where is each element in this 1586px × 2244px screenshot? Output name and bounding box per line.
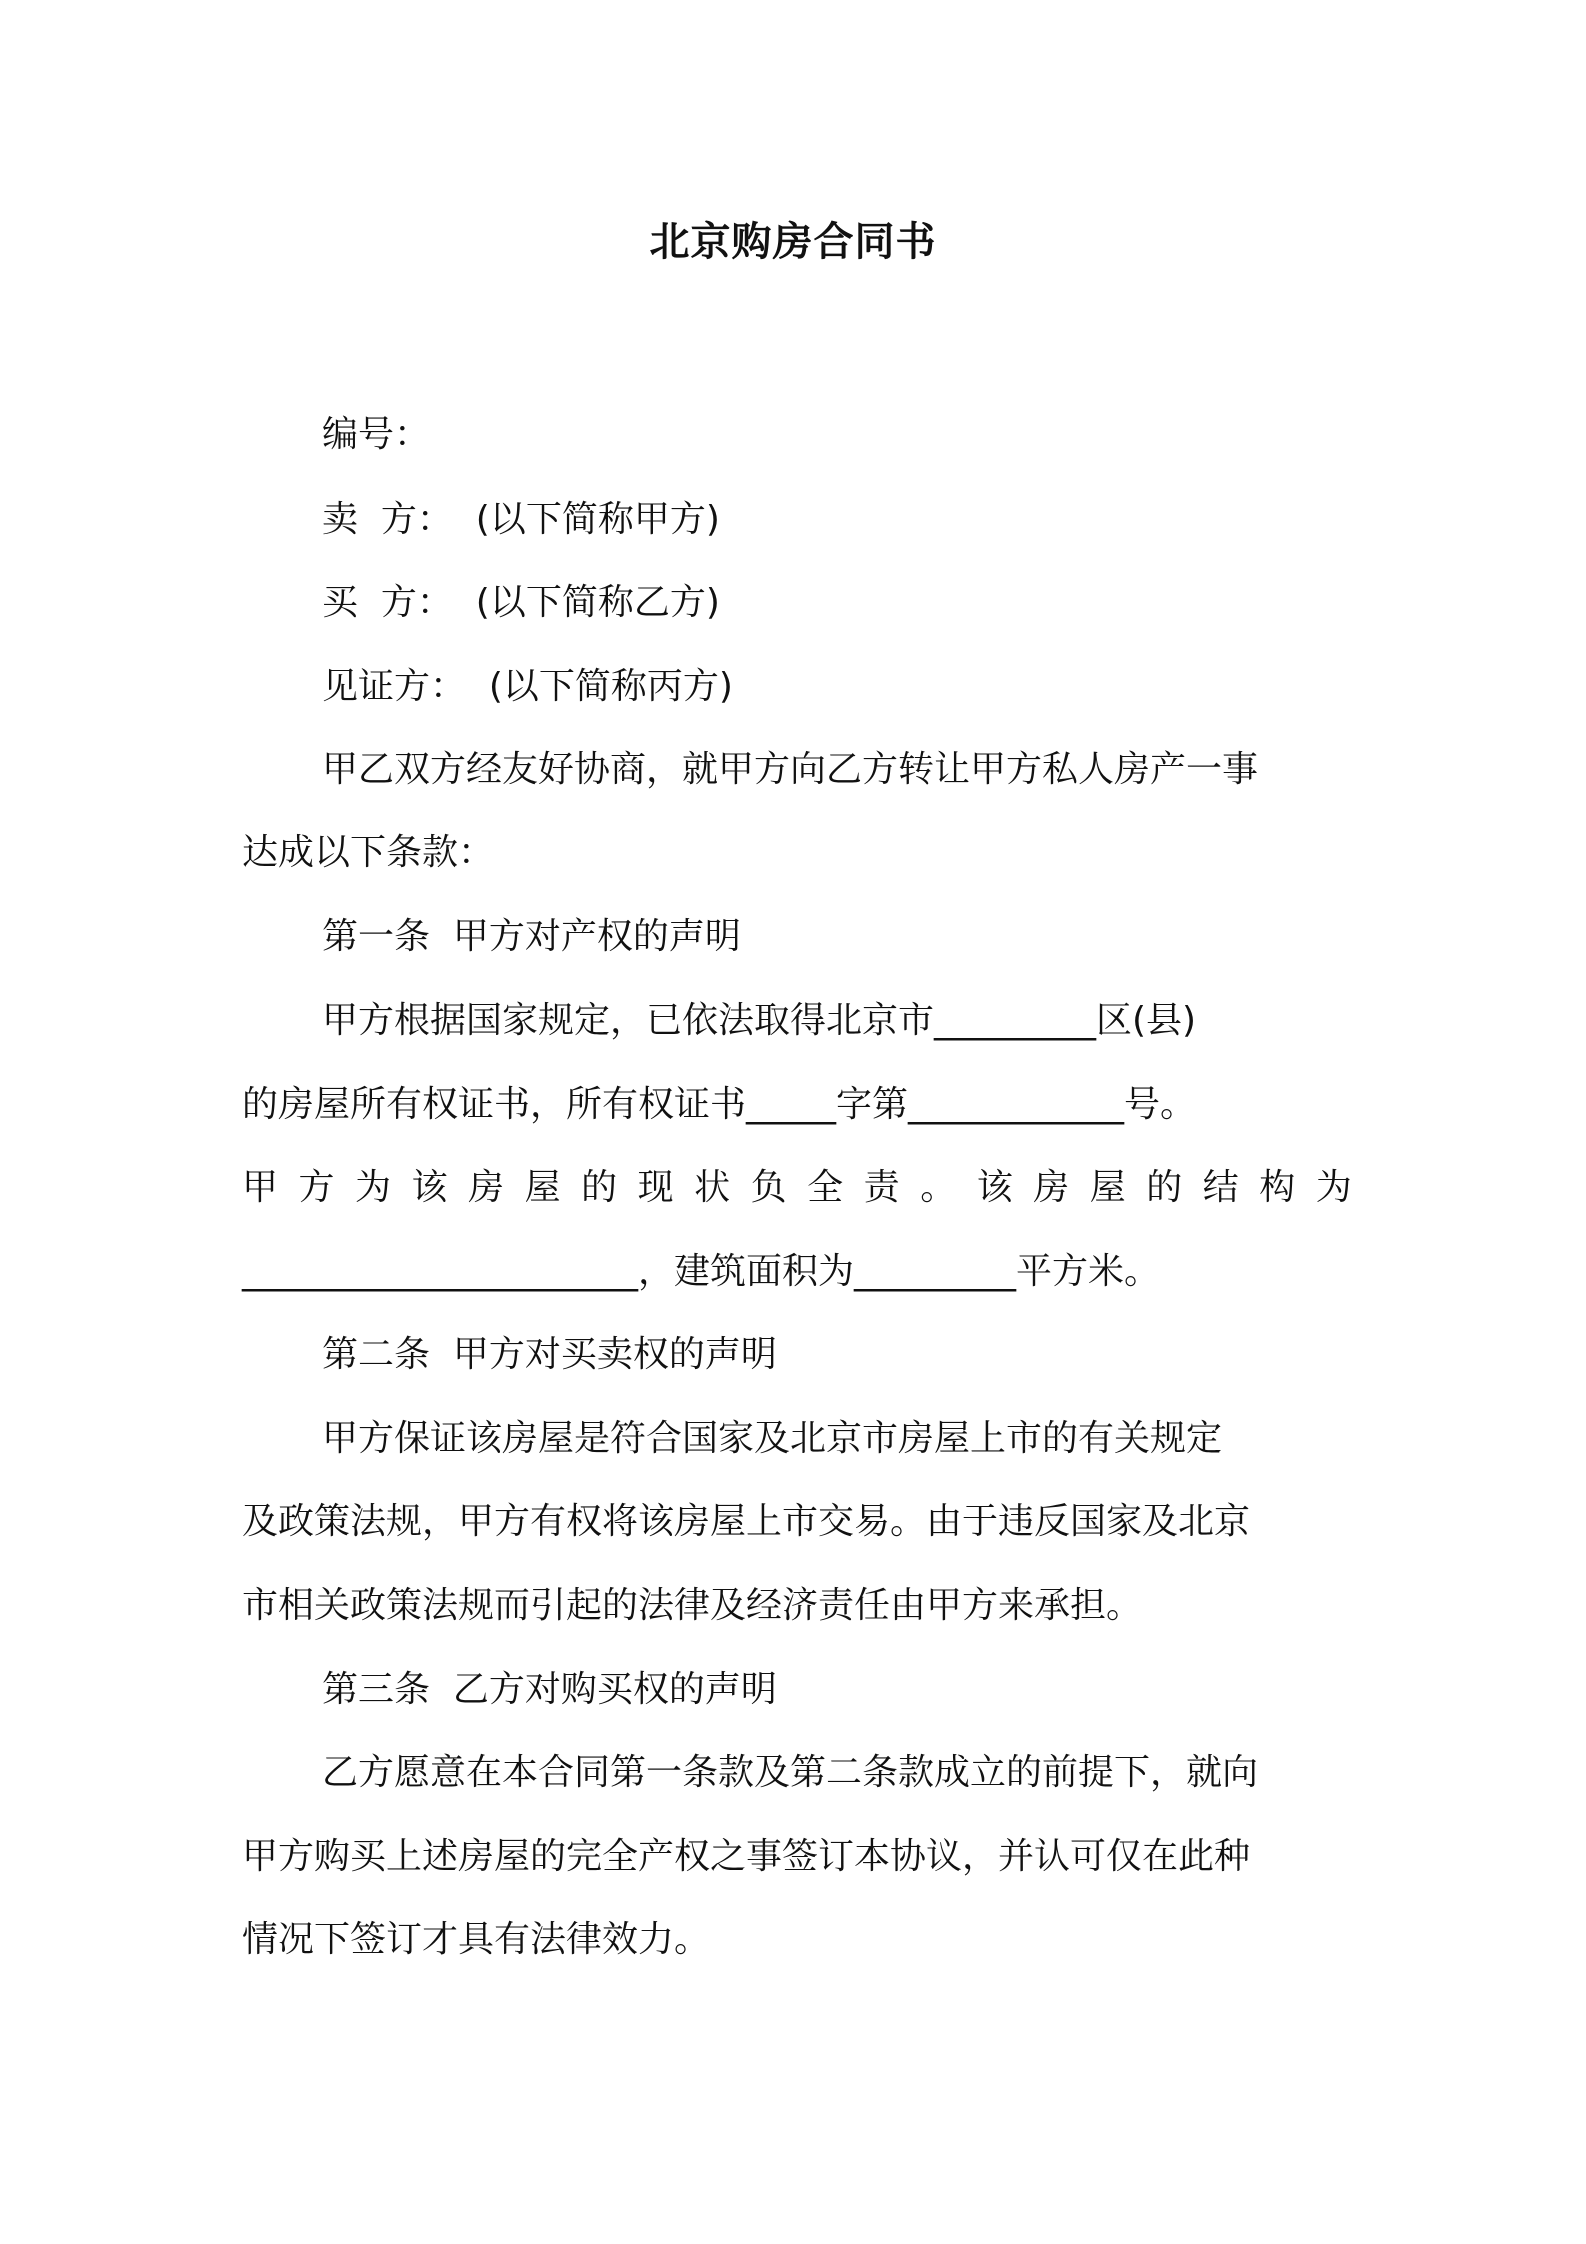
article-1-heading: 第一条 甲方对产权的声明 xyxy=(322,916,741,957)
article-1-line-3-char: 房 xyxy=(1033,1167,1070,1208)
article-1-line-3-char: 负 xyxy=(750,1167,787,1208)
article-3-line-3: 情况下签订才具有法律效力。 xyxy=(242,1919,711,1960)
seller-line: 卖 方： (以下简称甲方) xyxy=(322,499,720,540)
article-2-line-2: 及政策法规，甲方有权将该房屋上市交易。由于违反国家及北京 xyxy=(242,1501,1251,1542)
article-1-line-3-char: 屋 xyxy=(1089,1167,1126,1208)
buyer-line: 买 方： (以下简称乙方) xyxy=(322,582,720,623)
intro-paragraph-line-2: 达成以下条款： xyxy=(242,832,495,873)
article-1-line-3-char: 的 xyxy=(581,1167,618,1208)
article-1-line-3-char: 房 xyxy=(468,1167,505,1208)
contract-number-label: 编号： xyxy=(322,414,431,455)
article-1-line-3-char: 甲 xyxy=(242,1167,279,1208)
intro-paragraph-line-1: 甲乙双方经友好协商，就甲方向乙方转让甲方私人房产一事 xyxy=(322,749,1259,790)
article-1-line-3-char: 该 xyxy=(976,1167,1013,1208)
article-1-line-4: ______________________，建筑面积为_________平方米。 xyxy=(242,1251,1161,1292)
article-1-line-3-char: 为 xyxy=(1315,1167,1352,1208)
article-1-line-3-char: 责 xyxy=(863,1167,900,1208)
article-1-line-3-char: 全 xyxy=(807,1167,844,1208)
article-1-line-2: 的房屋所有权证书，所有权证书_____字第____________号。 xyxy=(242,1084,1197,1125)
article-1-line-3-char: 。 xyxy=(920,1167,957,1208)
article-2-heading: 第二条 甲方对买卖权的声明 xyxy=(322,1334,777,1375)
article-1-line-3-char: 该 xyxy=(411,1167,448,1208)
page-title: 北京购房合同书 xyxy=(649,219,937,265)
article-1-line-1: 甲方根据国家规定，已依法取得北京市_________区(县) xyxy=(322,1000,1197,1041)
article-1-line-3-char: 方 xyxy=(298,1167,335,1208)
article-1-line-3-char: 屋 xyxy=(524,1167,561,1208)
article-1-line-3-char: 的 xyxy=(1146,1167,1183,1208)
article-2-line-3: 市相关政策法规而引起的法律及经济责任由甲方来承担。 xyxy=(242,1585,1143,1626)
article-1-line-3-char: 现 xyxy=(637,1167,674,1208)
article-2-line-1: 甲方保证该房屋是符合国家及北京市房屋上市的有关规定 xyxy=(322,1418,1223,1459)
article-1-line-3-char: 为 xyxy=(355,1167,392,1208)
article-3-heading: 第三条 乙方对购买权的声明 xyxy=(322,1669,777,1710)
article-1-line-3-char: 状 xyxy=(694,1167,731,1208)
article-1-line-3-char: 构 xyxy=(1259,1167,1296,1208)
article-3-line-1: 乙方愿意在本合同第一条款及第二条款成立的前提下，就向 xyxy=(322,1752,1259,1793)
witness-line: 见证方： (以下简称丙方) xyxy=(322,666,733,707)
article-1-line-3-char: 结 xyxy=(1202,1167,1239,1208)
article-1-line-3 xyxy=(242,1163,1352,1213)
article-3-line-2: 甲方购买上述房屋的完全产权之事签订本协议，并认可仅在此种 xyxy=(242,1836,1251,1877)
